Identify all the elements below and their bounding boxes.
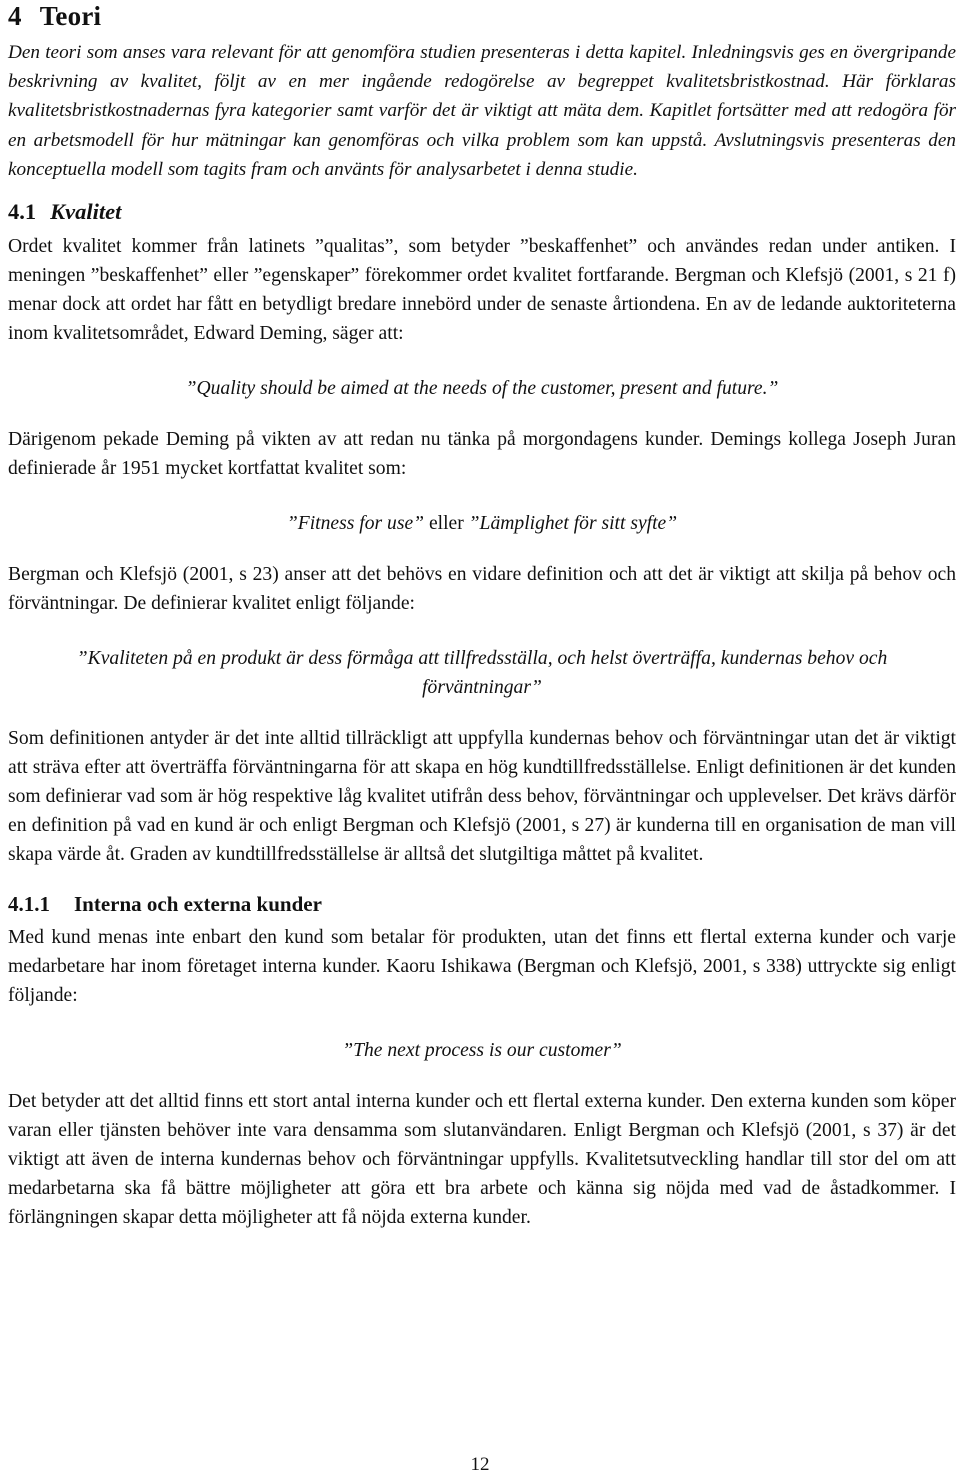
paragraph: Med kund menas inte enbart den kund som betalar för produkten, utan det finns ett flertal externa kunder och varje medarbetare har inom företaget interna kunder. Kaoru Ishikawa (Bergman och Klefsjö, 2001, s 338) uttryckte sig enligt följande: (8, 927, 956, 1007)
quote-text-swedish: ”Lämplighet för sitt syfte” (468, 513, 678, 535)
ishikawa-quote (8, 1036, 956, 1065)
definition-quote (8, 644, 956, 702)
section-heading-kvalitet (8, 196, 956, 228)
quote-text: ”The next process is our customer” (342, 1040, 622, 1062)
chapter-number: 4 (8, 1, 22, 31)
page-number: 12 (470, 1454, 490, 1475)
subsection-title: Interna och externa kunder (74, 892, 322, 917)
paragraph: Som definitionen antyder är det inte alltid tillräckligt att uppfylla kundernas behov och förväntningar utan det är viktigt att sträva efter att överträffa förväntningarna för att skapa en hög kundtillfredsställelse. Enligt definitionen är det kunden som definierar vad som är hög respektive låg kvalitet utifrån dess behov, förväntningar och upplevelser. Det krävs därför en definition på vad en kund är och enligt Bergman och Klefsjö (2001, s 27) är kunderna till en organisation de man vill skapa värde åt. Graden av kundtillfredsställelse är alltså det slutgiltiga måttet på kvalitet. (8, 728, 956, 866)
subsection-heading-kunder (8, 889, 956, 919)
paragraph: Därigenom pekade Deming på vikten av att redan nu tänka på morgondagens kunder. Demings kollega Joseph Juran definierade år 1951 mycket kortfattat kvalitet som: (8, 429, 956, 480)
chapter-intro: Den teori som anses vara relevant för att genomföra studien presenteras i detta kapitel. Inledningsvis ges en övergripande beskrivning av kvalitet, följt av en mer ingående redogörelse av begreppet kvalitetsbristkostnad. Här förklaras kvalitetsbristkostnadernas fyra kategorier samt varför det är viktigt att mäta dem. Kapitlet fortsätter med att redogöra för en arbetsmodell för hur mätningar kan genomföras och vilka problem som kan uppstå. Avslutningsvis presenteras den konceptuella modell som tagits fram och använts för analysarbetet i denna studie. (8, 42, 956, 180)
subsection-number: 4.1.1 (8, 892, 50, 917)
quote-text: ”Quality should be aimed at the needs of the customer, present and future.” (185, 378, 779, 400)
section-title: Kvalitet (50, 199, 122, 225)
deming-quote (8, 374, 956, 403)
chapter-heading (8, 0, 956, 32)
paragraph: Det betyder att det alltid finns ett stort antal interna kunder och ett flertal externa kunder. Den externa kunden som köper varan eller tjänsten behöver inte vara densamma som slutanvändaren. Enligt Bergman och Klefsjö (2001, s 37) är det viktigt att även de interna kundernas behov och förväntningar uppfylls. Kvalitetsutveckling handlar till stor del om att medarbetarna ska få bättre möjligheter att göra ett bra arbete och känna sig nöjda med vad de åstadkommer. I förlängningen skapar detta möjligheter att få nöjda externa kunder. (8, 1091, 956, 1229)
quote-text-english: ”Fitness for use” (286, 513, 425, 535)
juran-quote (8, 509, 956, 538)
quote-connector: eller (424, 513, 469, 535)
paragraph: Bergman och Klefsjö (2001, s 23) anser att det behövs en vidare definition och att det är viktigt att skilja på behov och förväntningar. De definierar kvalitet enligt följande: (8, 564, 956, 615)
chapter-title: Teori (39, 1, 102, 31)
quote-text: ”Kvaliteten på en produkt är dess förmåga att tillfredsställa, och helst överträffa, kundernas behov och förväntningar” (76, 648, 888, 699)
document-page (8, 0, 956, 1232)
paragraph: Ordet kvalitet kommer från latinets ”qualitas”, som betyder ”beskaffenhet” och användes redan under antiken. I meningen ”beskaffenhet” eller ”egenskaper” förekommer ordet kvalitet fortfarande. Bergman och Klefsjö (2001, s 21 f) menar dock att ordet har fått en betydligt bredare innebörd under de senaste årtiondena. En av de ledande auktoriteterna inom kvalitetsområdet, Edward Deming, säger att: (8, 236, 956, 345)
section-number: 4.1 (8, 199, 37, 225)
